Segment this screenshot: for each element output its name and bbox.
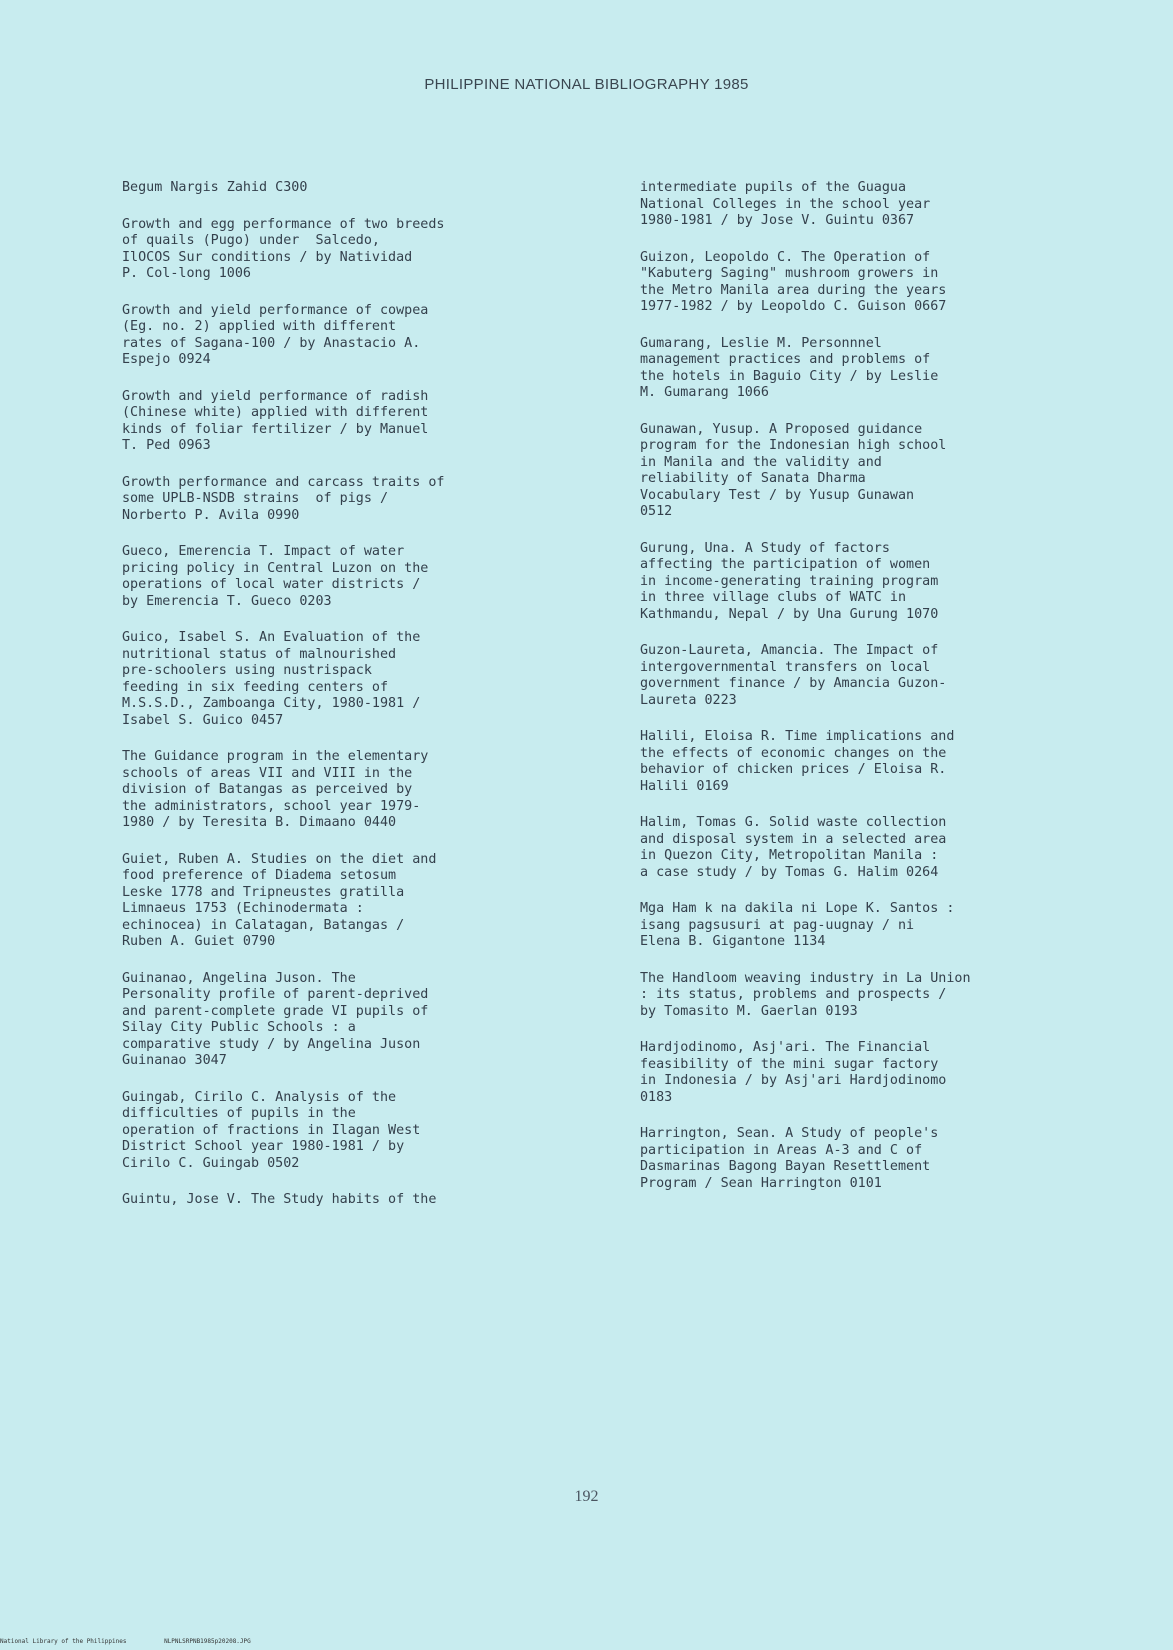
entry-line: division of Batangas as perceived by [122, 782, 413, 797]
entry-line: in Manila and the validity and [640, 454, 882, 470]
entry-line: schools of areas VII and VIII in the [122, 765, 413, 781]
entry-line: P. Col-long 1006 [122, 266, 251, 281]
entry-line: in Indonesia / by Asj'ari Hardjodinomo [640, 1073, 947, 1088]
entry-line: National Colleges in the school year [640, 196, 931, 212]
entry-line: management practices and problems of [640, 352, 931, 367]
entry-line: the Metro Manila area during the years [640, 282, 947, 298]
bibliography-entry [640, 971, 1110, 1021]
entry-line: Guzon-Laureta, Amancia. The Impact of [640, 643, 939, 658]
entry-line: Begum Nargis Zahid C300 [122, 180, 308, 195]
entry-line: intergovernmental transfers on local [640, 659, 931, 675]
entry-line: Vocabulary Test / by Yusup Gunawan [640, 487, 915, 503]
entry-line: M.S.S.D., Zamboanga City, 1980-1981 / [122, 696, 421, 711]
entry-line: M. Gumarang 1066 [640, 385, 769, 400]
entry-line: Limnaeus 1753 (Echinodermata : [122, 901, 364, 916]
entry-line: the hotels in Baguio City / by Leslie [640, 368, 939, 384]
entry-line: Guingab, Cirilo C. Analysis of the [122, 1089, 397, 1105]
entry-line: a case study / by Tomas G. Halim 0264 [640, 864, 939, 880]
entry-line: comparative study / by Angelina Juson [122, 1036, 421, 1052]
entry-line: food preference of Diadema setosum [122, 868, 397, 883]
entry-line: Hardjodinomo, Asj'ari. The Financial [640, 1040, 931, 1055]
entry-line: difficulties of pupils in the [122, 1106, 356, 1121]
entry-line: T. Ped 0963 [122, 438, 211, 453]
entry-line: in income-generating training program [640, 573, 939, 589]
entry-line: Growth and yield performance of radish [122, 388, 429, 404]
entry-line: affecting the participation of women [640, 557, 931, 572]
entry-line: Ruben A. Guiet 0790 [122, 934, 276, 949]
entry-line: Kathmandu, Nepal / by Una Gurung 1070 [640, 606, 939, 622]
page-header: PHILIPPINE NATIONAL BIBLIOGRAPHY 1985 [424, 76, 749, 93]
bibliography-entry [122, 389, 592, 455]
entry-line: echinocea) in Calatagan, Batangas / [122, 917, 405, 933]
entry-line: operation of fractions in Ilagan West [122, 1122, 421, 1138]
entry-line: of quails (Pugo) under Salcedo, [122, 233, 380, 248]
bibliography-entry [122, 852, 592, 951]
bibliography-entry [640, 901, 1110, 951]
entry-line: nutritional status of malnourished [122, 646, 397, 662]
entry-line: Gunawan, Yusup. A Proposed guidance [640, 421, 923, 437]
entry-line: intermediate pupils of the Guagua [640, 180, 907, 195]
footer-note [0, 1638, 285, 1645]
bibliography-entry [122, 544, 592, 610]
entry-line: program for the Indonesian high school [640, 438, 947, 453]
entry-line: Leske 1778 and Tripneustes gratilla [122, 884, 405, 900]
entry-line: and disposal system in a selected area [640, 831, 947, 847]
entry-line: Guinanao, Angelina Juson. The [122, 970, 356, 986]
entry-line: Growth and yield performance of cowpea [122, 302, 429, 318]
entry-line: The Guidance program in the elementary [122, 749, 429, 764]
entry-line: Growth performance and carcass traits of [122, 474, 445, 490]
entry-line: kinds of foliar fertilizer / by Manuel [122, 421, 429, 437]
bibliography-entry [640, 541, 1110, 624]
bibliography-entry [122, 1090, 592, 1173]
entry-line: Halili, Eloisa R. Time implications and [640, 729, 955, 744]
right-column [640, 180, 1110, 1212]
entry-line: by Emerencia T. Gueco 0203 [122, 593, 332, 609]
bibliography-entry [122, 180, 592, 197]
entry-line: Halim, Tomas G. Solid waste collection [640, 815, 947, 830]
bibliography-entry [640, 336, 1110, 402]
entry-line: Harrington, Sean. A Study of people's [640, 1126, 939, 1141]
entry-line: operations of local water districts / [122, 577, 421, 592]
entry-line: Guintu, Jose V. The Study habits of the [122, 1192, 437, 1207]
bibliography-entry [640, 815, 1110, 881]
entry-line: Program / Sean Harrington 0101 [640, 1175, 882, 1191]
entry-line: Silay City Public Schools : a [122, 1020, 356, 1035]
entry-line: Espejo 0924 [122, 352, 211, 367]
entry-line: Laureta 0223 [640, 692, 737, 708]
entry-line: the administrators, school year 1979- [122, 798, 421, 814]
entry-line: feeding in six feeding centers of [122, 679, 389, 695]
bibliography-entry [122, 303, 592, 369]
entry-line: (Eg. no. 2) applied with different [122, 319, 397, 334]
entry-line: Gueco, Emerencia T. Impact of water [122, 544, 405, 559]
entry-line: Guinanao 3047 [122, 1053, 227, 1068]
entry-line: Gumarang, Leslie M. Personnnel [640, 335, 882, 351]
bibliography-entry [640, 729, 1110, 795]
entry-line: The Handloom weaving industry in La Union [640, 970, 971, 986]
left-column [122, 180, 592, 1229]
bibliography-entry [640, 1040, 1110, 1106]
entry-line: Dasmarinas Bagong Bayan Resettlement [640, 1159, 931, 1174]
bibliography-entry [122, 630, 592, 729]
entry-line: District School year 1980-1981 / by [122, 1139, 405, 1154]
entry-line: feasibility of the mini sugar factory [640, 1056, 939, 1072]
footer-library: National Library of the Philippines [0, 1638, 127, 1645]
entry-line: Guiet, Ruben A. Studies on the diet and [122, 851, 437, 867]
entry-line: some UPLB-NSDB strains of pigs / [122, 491, 389, 506]
entry-line: Guico, Isabel S. An Evaluation of the [122, 630, 421, 645]
entry-line: and parent-complete grade VI pupils of [122, 1003, 429, 1019]
entry-line: IlOCOS Sur conditions / by Natividad [122, 249, 413, 265]
entry-line: behavior of chicken prices / Eloisa R. [640, 762, 947, 777]
entry-line: Elena B. Gigantone 1134 [640, 934, 826, 949]
footer-file: NLPNLSRPNB1985p20208.JPG [164, 1638, 251, 1645]
bibliography-entry [640, 1126, 1110, 1192]
entry-line: Growth and egg performance of two breeds [122, 216, 445, 232]
bibliography-entry [122, 475, 592, 525]
entry-line: by Tomasito M. Gaerlan 0193 [640, 1003, 858, 1019]
entry-line: reliability of Sanata Dharma [640, 471, 866, 486]
entry-line: Cirilo C. Guingab 0502 [122, 1155, 300, 1171]
entry-line: pre-schoolers using nustrispack [122, 663, 372, 678]
bibliography-entry [122, 971, 592, 1070]
bibliography-entry [640, 250, 1110, 316]
entry-line: participation in Areas A-3 and C of [640, 1142, 923, 1158]
entry-line: isang pagsusuri at pag-uugnay / ni [640, 917, 915, 933]
entry-line: Guizon, Leopoldo C. The Operation of [640, 249, 931, 265]
entry-line: government finance / by Amancia Guzon- [640, 676, 947, 691]
entry-line: : its status, problems and prospects / [640, 987, 947, 1002]
entry-line: 0512 [640, 504, 673, 519]
entry-line: Personality profile of parent-deprived [122, 987, 429, 1002]
entry-line: Mga Ham k na dakila ni Lope K. Santos : [640, 901, 955, 916]
entry-line: Isabel S. Guico 0457 [122, 712, 284, 728]
bibliography-entry [640, 180, 1110, 230]
entry-line: Gurung, Una. A Study of factors [640, 540, 890, 556]
page-number: 192 [574, 1488, 599, 1505]
bibliography-entry [640, 643, 1110, 709]
entry-line: "Kabuterg Saging" mushroom growers in [640, 266, 939, 281]
entry-line: 0183 [640, 1089, 673, 1105]
bibliography-entry [122, 749, 592, 832]
entry-line: in Quezon City, Metropolitan Manila : [640, 848, 939, 863]
bibliography-entry [640, 422, 1110, 521]
entry-line: (Chinese white) applied with different [122, 405, 429, 420]
entry-line: Norberto P. Avila 0990 [122, 507, 300, 523]
bibliography-entry [122, 217, 592, 283]
entry-line: in three village clubs of WATC in [640, 590, 907, 605]
entry-line: the effects of economic changes on the [640, 745, 947, 761]
entry-line: 1980 / by Teresita B. Dimaano 0440 [122, 815, 397, 830]
entry-line: Halili 0169 [640, 778, 729, 794]
entry-line: 1977-1982 / by Leopoldo C. Guison 0667 [640, 299, 947, 314]
entry-line: pricing policy in Central Luzon on the [122, 560, 429, 576]
entry-line: rates of Sagana-100 / by Anastacio A. [122, 335, 421, 351]
bibliography-entry [122, 1192, 592, 1209]
entry-line: 1980-1981 / by Jose V. Guintu 0367 [640, 213, 915, 228]
